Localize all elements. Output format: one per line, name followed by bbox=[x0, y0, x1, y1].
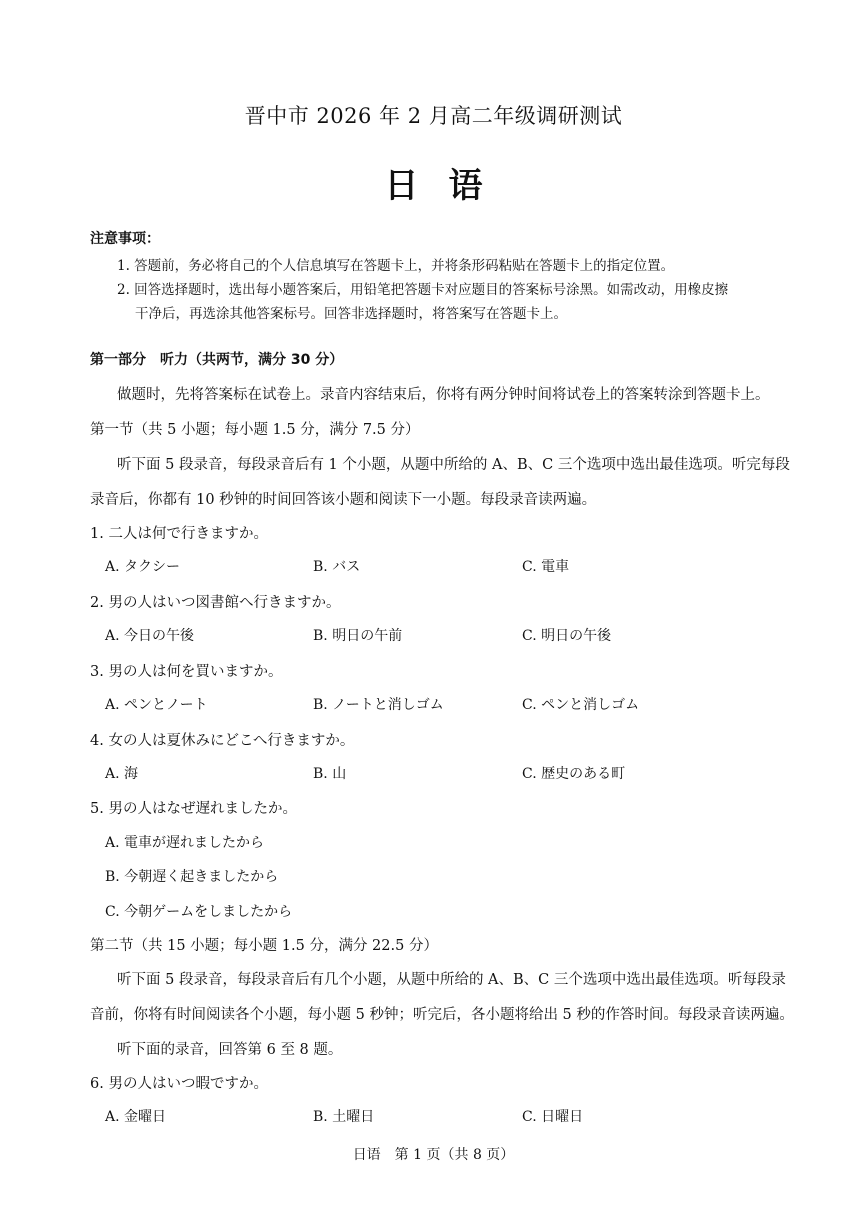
question-3-option-b: B. ノートと消しゴム bbox=[313, 697, 444, 713]
question-5-option-c: C. 今朝ゲームをしましたから bbox=[105, 904, 293, 920]
question-6-option-b: B. 土曜日 bbox=[313, 1109, 375, 1125]
question-2-stem: 2. 男の人はいつ図書館へ行きますか。 bbox=[90, 595, 341, 611]
question-2-option-c: C. 明日の午後 bbox=[522, 628, 612, 644]
question-1-stem: 1. 二人は何で行きますか。 bbox=[90, 526, 268, 542]
section2-instr-1: 听下面 5 段录音，每段录音后有几个小题，从题中所给的 A、B、C 三个选项中选出最佳选项。听每段录 bbox=[117, 972, 786, 988]
notice-item-2: 2. 回答选择题时，选出每小题答案后，用铅笔把答题卡对应题目的答案标号涂黑。如需改动，用橡皮擦 bbox=[117, 282, 729, 298]
question-5-option-a: A. 電車が遅れましたから bbox=[105, 835, 265, 851]
question-1-option-b: B. バス bbox=[313, 559, 361, 575]
notice-heading: 注意事项： bbox=[90, 231, 160, 247]
part1-intro: 做题时，先将答案标在试卷上。录音内容结束后，你将有两分钟时间将试卷上的答案转涂到答题卡上。 bbox=[117, 387, 770, 403]
section1-heading: 第一节（共 5 小题；每小题 1.5 分，满分 7.5 分） bbox=[90, 422, 420, 438]
question-4-option-c: C. 歴史のある町 bbox=[522, 766, 626, 782]
question-1-option-a: A. タクシー bbox=[105, 559, 181, 575]
section2-heading: 第二节（共 15 小题；每小题 1.5 分，满分 22.5 分） bbox=[90, 938, 438, 954]
question-3-stem: 3. 男の人は何を買いますか。 bbox=[90, 664, 283, 680]
question-6-option-a: A. 金曜日 bbox=[105, 1109, 167, 1125]
question-3-option-c: C. ペンと消しゴム bbox=[522, 697, 640, 713]
question-6-option-c: C. 日曜日 bbox=[522, 1109, 584, 1125]
question-5-option-b: B. 今朝遅く起きましたから bbox=[105, 869, 279, 885]
subject-title: 日语 bbox=[384, 166, 513, 206]
notice-item-1: 1. 答题前，务必将自己的个人信息填写在答题卡上，并将条形码粘贴在答题卡上的指定位置。 bbox=[117, 258, 675, 274]
question-3-option-a: A. ペンとノート bbox=[105, 697, 208, 713]
question-2-option-b: B. 明日の午前 bbox=[313, 628, 403, 644]
section2-instr-2: 音前，你将有时间阅读各个小题，每小题 5 秒钟；听完后，各小题将给出 5 秒的作答时间。每段录音读两遍。 bbox=[90, 1007, 794, 1023]
section1-instr-2: 录音后，你都有 10 秒钟的时间回答该小题和阅读下一小题。每段录音读两遍。 bbox=[90, 492, 597, 508]
section2-sub-instr: 听下面的录音，回答第 6 至 8 题。 bbox=[117, 1042, 343, 1058]
page-footer: 日语 第 1 页（共 8 页） bbox=[352, 1147, 515, 1163]
notice-item-2-cont: 干净后，再选涂其他答案标号。回答非选择题时，将答案写在答题卡上。 bbox=[135, 306, 567, 322]
question-4-option-b: B. 山 bbox=[313, 766, 347, 782]
section1-instr-1: 听下面 5 段录音，每段录音后有 1 个小题，从题中所给的 A、B、C 三个选项中选出最佳选项。听完每段 bbox=[117, 457, 790, 473]
exam-title: 晋中市 2026 年 2 月高二年级调研测试 bbox=[244, 104, 623, 128]
question-4-option-a: A. 海 bbox=[105, 766, 139, 782]
question-1-option-c: C. 電車 bbox=[522, 559, 570, 575]
question-6-stem: 6. 男の人はいつ暇ですか。 bbox=[90, 1076, 268, 1092]
question-2-option-a: A. 今日の午後 bbox=[105, 628, 195, 644]
part1-heading: 第一部分 听力（共两节，满分 30 分） bbox=[90, 352, 344, 368]
question-4-stem: 4. 女の人は夏休みにどこへ行きますか。 bbox=[90, 733, 355, 749]
question-5-stem: 5. 男の人はなぜ遅れましたか。 bbox=[90, 801, 297, 817]
